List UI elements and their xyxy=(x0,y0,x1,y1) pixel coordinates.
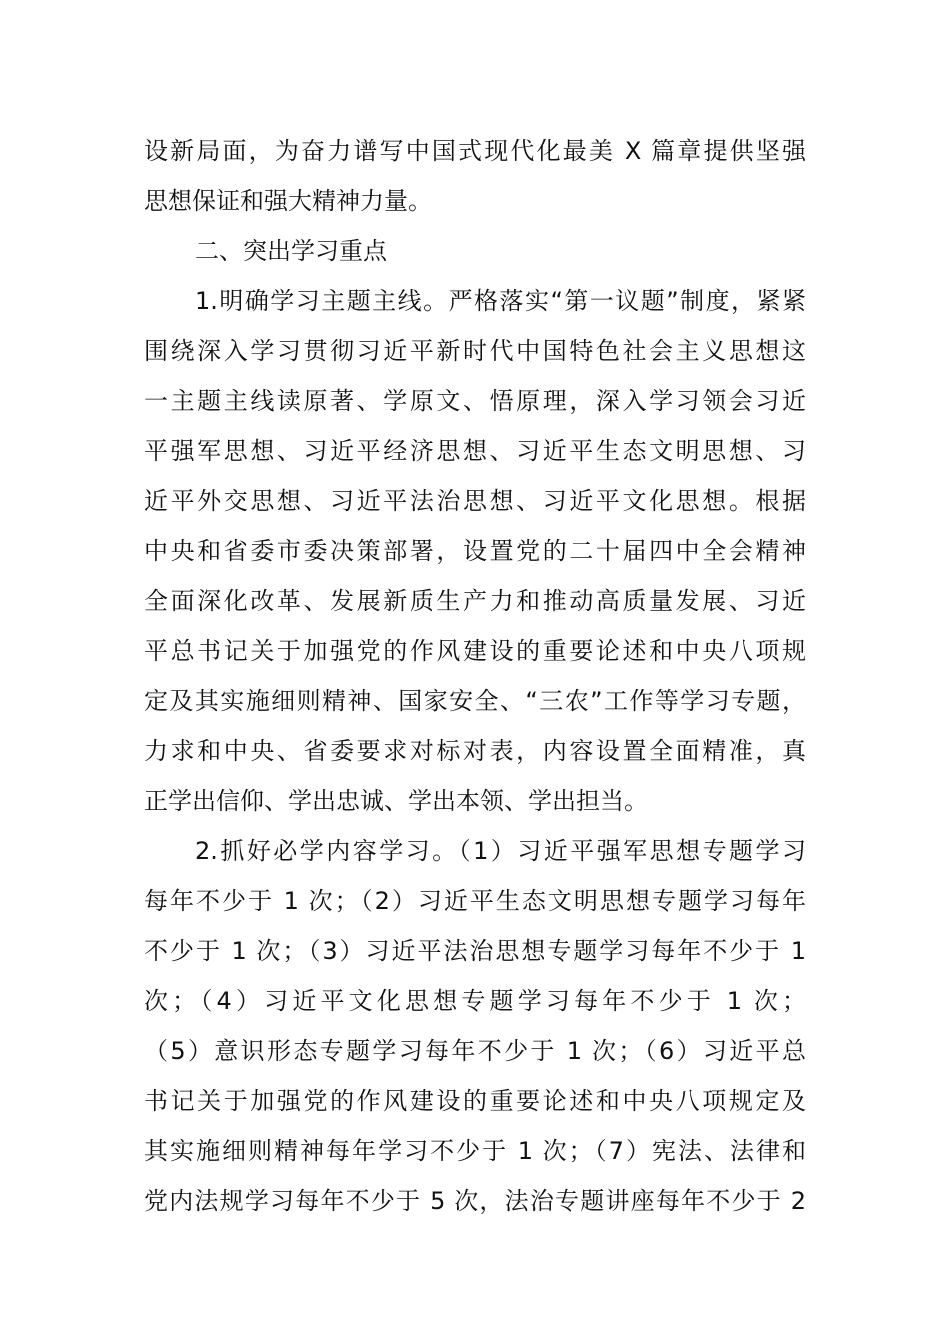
text-line: 设新局面，为奋力谱写中国式现代化最美 X 篇章提供坚强 xyxy=(144,137,806,165)
section-heading: 二、突出学习重点 xyxy=(195,237,387,265)
text-line: 不少于 1 次；（3）习近平法治思想专题学习每年不少于 1 xyxy=(144,937,806,965)
paragraph-heading: 2.抓好必学内容学习。（1）习近平强军思想专题学习 xyxy=(195,837,806,865)
text-line: 全面深化改革、发展新质生产力和推动高质量发展、习近 xyxy=(144,587,806,615)
paragraph-heading: 1.明确学习主题主线。严格落实“第一议题”制度，紧紧 xyxy=(195,287,806,315)
text-line: 次；（4）习近平文化思想专题学习每年不少于 1 次； xyxy=(144,987,806,1015)
text-line: 其实施细则精神每年学习不少于 1 次；（7）宪法、法律和 xyxy=(144,1137,806,1165)
text-line: 思想保证和强大精神力量。 xyxy=(144,187,432,215)
text-line: 正学出信仰、学出忠诚、学出本领、学出担当。 xyxy=(144,787,648,815)
text-line: 平强军思想、习近平经济思想、习近平生态文明思想、习 xyxy=(144,437,806,465)
text-line: 中央和省委市委决策部署，设置党的二十届四中全会精神 xyxy=(144,537,806,565)
text-line: 每年不少于 1 次；（2）习近平生态文明思想专题学习每年 xyxy=(144,887,806,915)
text-line: 平总书记关于加强党的作风建设的重要论述和中央八项规 xyxy=(144,637,806,665)
text-line: 围绕深入学习贯彻习近平新时代中国特色社会主义思想这 xyxy=(144,337,806,365)
text-line: 书记关于加强党的作风建设的重要论述和中央八项规定及 xyxy=(144,1087,806,1115)
text-line: 定及其实施细则精神、国家安全、“三农”工作等学习专题， xyxy=(144,687,806,715)
text-line: 一主题主线读原著、学原文、悟原理，深入学习领会习近 xyxy=(144,387,806,415)
text-line: 党内法规学习每年不少于 5 次，法治专题讲座每年不少于 2 xyxy=(144,1187,806,1215)
text-line: 力求和中央、省委要求对标对表，内容设置全面精准，真 xyxy=(144,737,806,765)
text-line: 近平外交思想、习近平法治思想、习近平文化思想。根据 xyxy=(144,487,806,515)
text-line: （5）意识形态专题学习每年不少于 1 次；（6）习近平总 xyxy=(144,1037,806,1065)
